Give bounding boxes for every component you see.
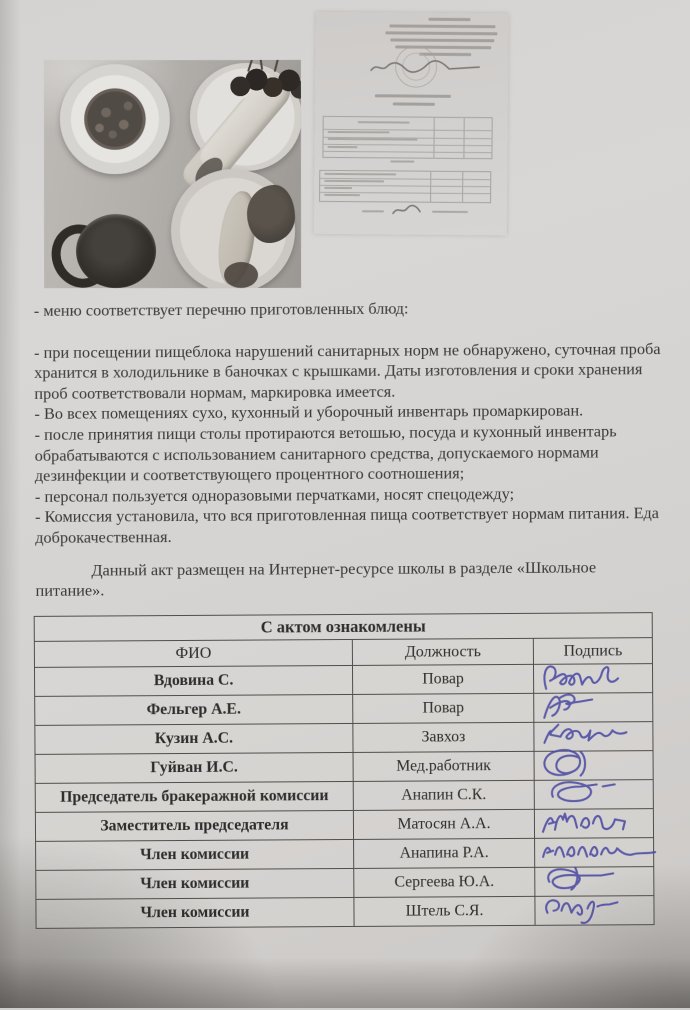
doc-header-line [389, 24, 495, 27]
scanned-table [319, 170, 491, 203]
report-text [34, 297, 665, 602]
body-paragraph: - после принятия пищи столы протираются ветошью, посуда и кухонный инвентарь обрабатываются с использованием санитарного средства, допускаемого нормами дезинфекции и соответствующего процентного соотношения; [34, 421, 617, 486]
doc-title-line [393, 102, 435, 105]
food-tray-photo [44, 60, 301, 288]
table-body [35, 664, 654, 928]
table-row [36, 896, 653, 928]
doc-header-line [385, 31, 497, 34]
doc-footer-line [432, 211, 468, 213]
person-name: Гуйван И.С. [150, 758, 238, 777]
body-paragraph: - Комиссия установила, что вся приготовленная пища соответствует нормам питания. Еда доброкачественная. [35, 503, 660, 547]
person-name: Председатель бракеражной комиссии [60, 787, 329, 806]
scanned-menu-document-photo [314, 12, 509, 236]
body-paragraph: - меню соответствует перечню приготовленных блюд: [33, 298, 409, 320]
person-position: Мед.работник [353, 752, 534, 781]
doc-total-line [390, 160, 414, 162]
person-position: Анапина Р.А. [353, 839, 534, 868]
signature-cell [534, 896, 653, 925]
doc-header-line [390, 38, 494, 41]
acquainted-table [34, 612, 655, 929]
person-name: Фельгер А.Е. [146, 700, 241, 719]
mug [76, 214, 156, 288]
person-name: Вдовина С. [153, 671, 234, 690]
person-position: Повар [352, 665, 533, 694]
body-paragraph: - Во всех помещениях сухо, кухонный и уборочный инвентарь промаркирован. [34, 400, 584, 424]
person-name: Член комиссии [140, 903, 250, 922]
doc-title-line [375, 94, 451, 97]
entree-garnish [224, 262, 258, 288]
column-header-position: Должность [352, 639, 533, 665]
person-position: Повар [352, 694, 533, 723]
person-position: Матосян А.А. [353, 810, 534, 839]
person-position: Анапин С.К. [353, 781, 534, 810]
handwritten-date [367, 58, 485, 77]
body-paragraph: Данный акт размещен на Интернет-ресурсе школы в разделе «Школьное питание». [35, 556, 597, 601]
signature-scribble [537, 890, 663, 929]
person-position: Сергеева Ю.А. [353, 868, 534, 897]
scanned-table [322, 116, 492, 159]
person-name: Член комиссии [140, 874, 250, 893]
handwritten-signature [390, 202, 422, 218]
body-paragraph: - при посещении пищеблока нарушений санитарных норм не обнаружено, суточная проба хранится в холодильнике в баночках с крышками. Даты изготовления и сроки хранения проб соответствовали нормам, маркировка имеется. [34, 338, 661, 403]
doc-footer-line [362, 210, 384, 212]
entree-meat [247, 185, 295, 243]
column-header-signature: Подпись [533, 638, 652, 664]
cherries [230, 62, 301, 104]
table-title: С актом ознакомлены [35, 613, 652, 642]
body-paragraph: - персонал пользуется одноразовыми перчатками, носят спецодежду; [34, 483, 515, 506]
soup-bowl [60, 64, 170, 174]
person-name: Заместитель председателя [100, 816, 289, 835]
column-header-fio: ФИО [175, 644, 212, 663]
person-name: Кузин А.С. [154, 729, 234, 748]
person-position: Штель С.Я. [353, 897, 534, 926]
doc-header-line [428, 18, 470, 21]
person-position: Завхоз [352, 723, 533, 752]
person-name: Член комиссии [140, 845, 250, 864]
